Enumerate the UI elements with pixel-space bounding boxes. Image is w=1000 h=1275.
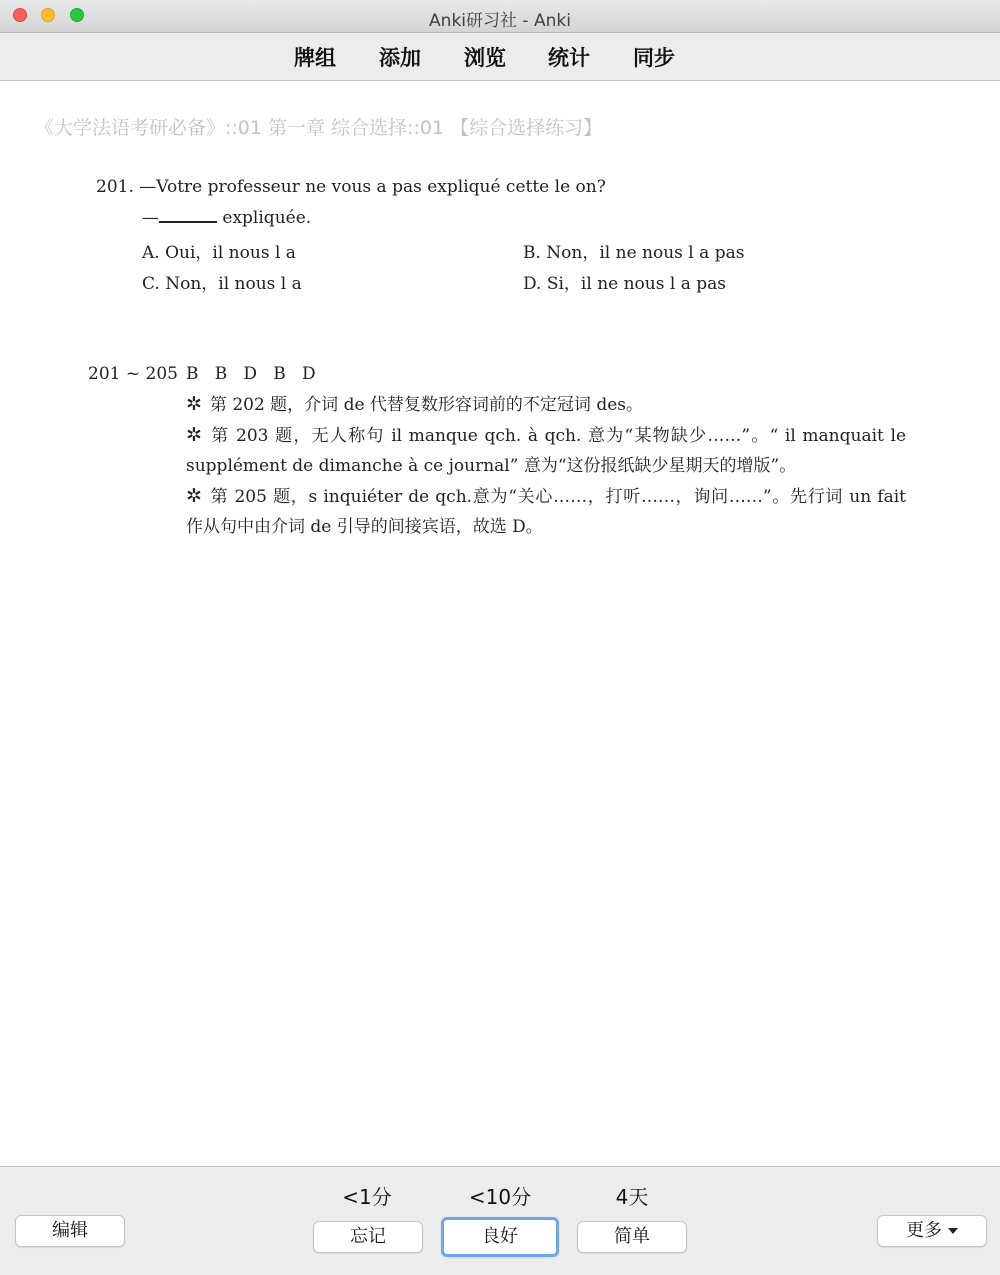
toolbar-add-link[interactable]: 添加 (379, 46, 421, 70)
explanation-202 (186, 389, 906, 420)
dash: — (142, 208, 159, 228)
title-bar (0, 0, 1000, 33)
toolbar-stats-link[interactable]: 统计 (548, 46, 590, 70)
question-line-2 (142, 207, 311, 228)
explanation-203 (186, 420, 906, 481)
more-button[interactable] (877, 1215, 987, 1247)
flower-bullet-icon: ✲ (186, 393, 202, 415)
question-text: —Votre professeur ne vous a pas expliqué cette le on? (139, 177, 606, 197)
dropdown-caret-icon (948, 1228, 958, 1234)
option-d: D. Si，il ne nous l a pas (523, 274, 726, 294)
answer-bar (0, 1166, 1000, 1275)
question-suffix: expliquée. (222, 208, 312, 228)
again-interval: <1分 (342, 1185, 392, 1209)
answer-blank (159, 207, 217, 223)
edit-button[interactable]: 编辑 (15, 1215, 125, 1247)
toolbar-sync-link[interactable]: 同步 (633, 46, 675, 70)
option-a: A. Oui，il nous l a (142, 243, 296, 263)
explanation-text: 第 202 题，介词 de 代替复数形容词前的不定冠词 des。 (209, 395, 643, 415)
card-view (0, 81, 1000, 1166)
toolbar-browse-link[interactable]: 浏览 (464, 46, 506, 70)
option-b: B. Non，il ne nous l a pas (523, 243, 745, 263)
main-toolbar (0, 33, 1000, 81)
answer-range: 201 ~ 205 (88, 364, 178, 384)
explanation-text: 第 203 题，无人称句 il manque qch. à qch. 意为“某物缺少……”。“ il manquait le supplément de dimanche à ce journal” 意为“这份报纸缺少星期天的增版”。 (186, 426, 906, 476)
easy-interval: 4天 (615, 1185, 649, 1209)
good-button[interactable]: 良好 (441, 1217, 559, 1257)
flower-bullet-icon: ✲ (186, 485, 202, 507)
question-line-1 (96, 177, 606, 197)
window-title: Anki研习社 - Anki (429, 11, 571, 31)
good-interval: <10分 (468, 1185, 532, 1209)
question-number: 201. (96, 177, 134, 197)
again-button[interactable]: 忘记 (313, 1221, 423, 1253)
answer-keys: B B D B D (186, 364, 316, 384)
flower-bullet-icon: ✲ (186, 424, 202, 446)
more-label: 更多 (906, 1220, 942, 1241)
toolbar-decks-link[interactable]: 牌组 (294, 46, 336, 70)
option-c: C. Non，il nous l a (142, 274, 302, 294)
explanation-text: 第 205 题，s inquiéter de qch.意为“关心……，打听……，询问……”。先行词 un fait 作从句中由介词 de 引导的间接宾语，故选 D。 (186, 487, 906, 537)
easy-button[interactable]: 简单 (577, 1221, 687, 1253)
explanation-205 (186, 481, 906, 542)
deck-path: 《大学法语考研必备》::01 第一章 综合选择::01 【综合选择练习】 (35, 117, 603, 139)
